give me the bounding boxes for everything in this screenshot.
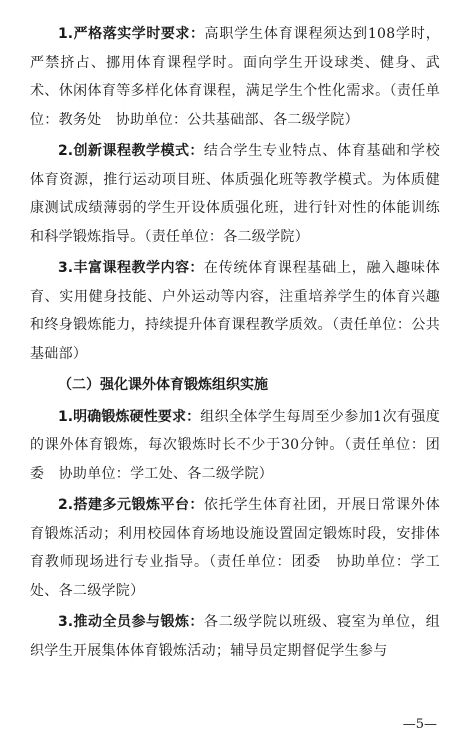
paragraph-body: 结合学生专业特点、体育基础和学校体育资源，推行运动项目班、体质强化班等教学模式。为体质健康测试成绩薄弱的学生开设体质强化班，进行针对性的体能训练和科学锻炼指导。（责任单位：各二级学院）	[30, 143, 440, 245]
paragraph-full-participation	[30, 608, 440, 665]
paragraph-heading: 3.丰富课程教学内容：	[58, 260, 204, 276]
paragraph-heading: 2.创新课程教学模式：	[58, 143, 204, 159]
paragraph-heading: 3.推动全员参与锻炼：	[58, 614, 204, 630]
paragraph-heading: 2.搭建多元锻炼平台：	[58, 497, 204, 513]
section-title: （二）强化课外体育锻炼组织实施	[58, 377, 268, 393]
paragraph-study-hours	[30, 20, 440, 134]
paragraph-exercise-requirement	[30, 403, 440, 489]
page-number: —5—	[402, 717, 437, 732]
paragraph-body: 组织全体学生每周至少参加1次有强度的课外体育锻炼，每次锻炼时长不少于30分钟。（责任单位：团委 协助单位：学工处、各二级学院）	[30, 408, 440, 482]
paragraph-teaching-mode	[30, 137, 440, 251]
paragraph-teaching-content	[30, 254, 440, 368]
paragraph-exercise-platform	[30, 491, 440, 605]
paragraph-body: 各二级学院以班级、寝室为单位，组织学生开展集体体育锻炼活动；辅导员定期督促学生参与	[30, 614, 440, 659]
paragraph-body: 在传统体育课程基础上，融入趣味体育、实用健身技能、户外运动等内容，注重培养学生的体育兴趣和终身锻炼能力，持续提升体育课程教学质效。（责任单位：公共基础部）	[30, 260, 440, 362]
document-page	[30, 20, 440, 668]
paragraph-heading: 1.严格落实学时要求：	[58, 26, 205, 42]
paragraph-body: 高职学生体育课程须达到108学时，严禁挤占、挪用体育课程学时。面向学生开设球类、健身、武术、休闲体育等多样化体育课程，满足学生个性化需求。（责任单位：教务处 协助单位：公共基础部、各二级学院）	[30, 26, 440, 128]
paragraph-body: 依托学生体育社团，开展日常课外体育锻炼活动；利用校园体育场地设施设置固定锻炼时段，安排体育教师现场进行专业指导。（责任单位：团委 协助单位：学工处、各二级学院）	[30, 497, 440, 599]
paragraph-heading: 1.明确锻炼硬性要求：	[58, 408, 201, 425]
